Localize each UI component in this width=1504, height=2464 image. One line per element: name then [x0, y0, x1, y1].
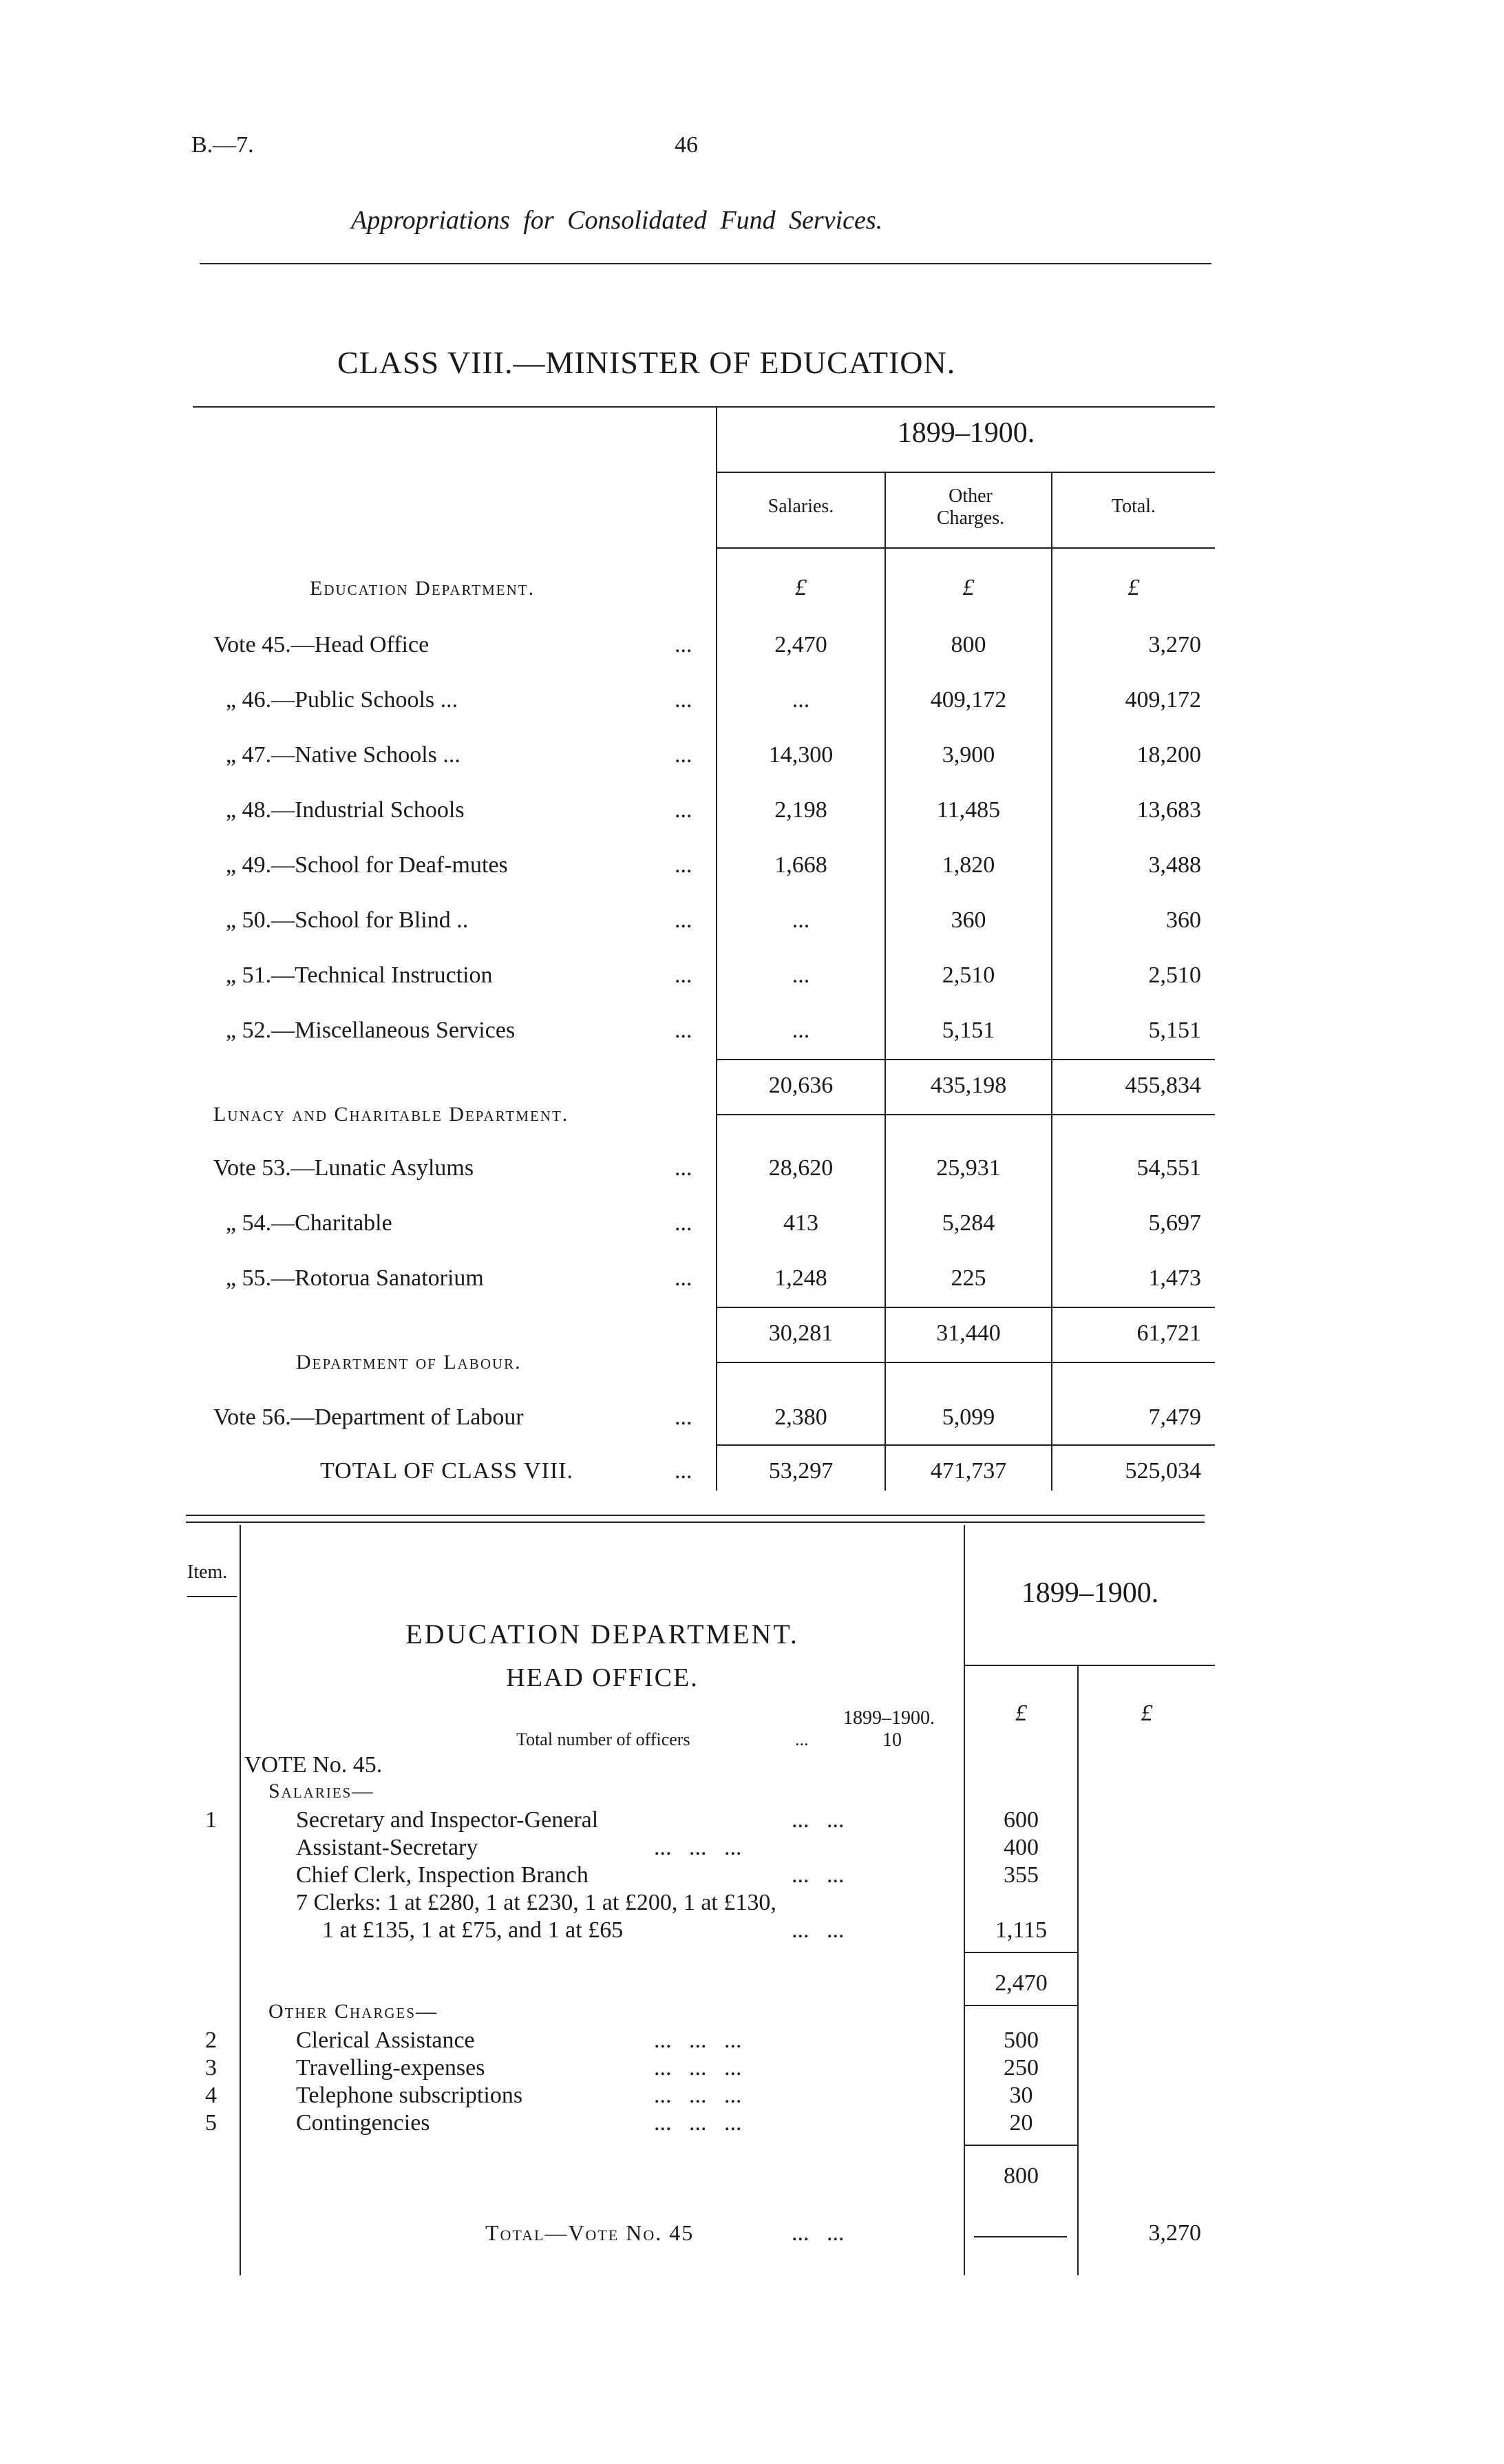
summary-row-dots: ...	[675, 1404, 692, 1430]
summary-row-dots: ...	[675, 1210, 692, 1236]
class-title: CLASS VIII.—MINISTER OF EDUCATION.	[337, 345, 956, 380]
col-salaries: Salaries.	[767, 496, 834, 517]
subtotal-salaries: 20,636	[768, 1073, 834, 1098]
item-amount: 1,115	[995, 1917, 1048, 1943]
summary-row-dots: ...	[675, 632, 692, 657]
item-dots: ... ...	[792, 1917, 845, 1943]
officers-label: Total number of officers	[516, 1729, 690, 1749]
item-amount: 600	[1004, 1807, 1039, 1833]
vote-total-label: Total—Vote No. 45	[485, 2220, 695, 2245]
subtotal-total: 61,721	[1136, 1320, 1201, 1346]
item-label: Assistant-Secretary	[296, 1835, 478, 1860]
summary-top-rule	[193, 406, 1215, 408]
summary-row-other: 3,900	[942, 742, 995, 768]
document-reference: B.—7.	[191, 132, 254, 158]
grand-total-rule	[717, 1444, 1215, 1446]
year-rule	[717, 472, 1215, 473]
summary-row-label: „ 48.—Industrial Schools	[226, 797, 465, 823]
item-dots: ... ... ...	[654, 2083, 742, 2108]
summary-row-total: 409,172	[1125, 687, 1201, 713]
item-amount: 500	[1004, 2028, 1039, 2053]
summary-row-salaries: 28,620	[768, 1155, 834, 1181]
summary-row-other: 5,099	[942, 1404, 995, 1430]
item-amount: 355	[1004, 1862, 1039, 1888]
separator-rule	[186, 1515, 1205, 1516]
item-amount: 30	[1009, 2083, 1033, 2108]
summary-row-other: 800	[951, 632, 986, 657]
summary-row-label: „ 46.—Public Schools ...	[226, 687, 458, 713]
summary-row-salaries: 2,380	[774, 1404, 827, 1430]
currency-salaries: £	[795, 575, 807, 600]
summary-row-salaries: 413	[783, 1210, 818, 1236]
summary-row-other: 5,284	[942, 1210, 995, 1236]
vote-total-rule	[974, 2236, 1067, 2237]
section-heading-education: Education Department.	[310, 577, 536, 600]
summary-row-salaries: ...	[792, 907, 810, 933]
summary-row-salaries: ...	[792, 962, 810, 988]
header-rule	[200, 263, 1211, 264]
summary-row-dots: ...	[675, 1265, 692, 1291]
summary-row-other: 11,485	[936, 797, 1001, 823]
summary-row-total: 1,473	[1148, 1265, 1201, 1291]
other-subtotal: 800	[1004, 2163, 1039, 2189]
summary-row-other: 2,510	[942, 962, 995, 988]
summary-row-other: 409,172	[930, 687, 1007, 713]
page-number: 46	[675, 132, 698, 158]
summary-row-label: „ 50.—School for Blind ..	[226, 907, 469, 933]
summary-row-total: 360	[1166, 907, 1201, 933]
item-number: 3	[205, 2055, 217, 2081]
subtotal-salaries: 30,281	[768, 1320, 834, 1346]
item-label: Clerical Assistance	[296, 2028, 475, 2053]
officers-count: 10	[882, 1729, 902, 1751]
salaries-heading: Salaries—	[268, 1780, 374, 1802]
summary-row-total: 18,200	[1136, 742, 1201, 768]
item-dots: ... ... ...	[654, 2028, 742, 2053]
grand-total-label: TOTAL OF CLASS VIII.	[320, 1458, 574, 1484]
summary-row-salaries: ...	[792, 1018, 810, 1043]
vote-total-amount: 3,270	[1148, 2220, 1201, 2246]
summary-row-dots: ...	[675, 907, 692, 933]
grand-total-salaries: 53,297	[768, 1458, 834, 1484]
item-label: Travelling-expenses	[296, 2055, 485, 2081]
vote-number: VOTE No. 45.	[244, 1752, 383, 1778]
item-dots: ... ... ...	[654, 2055, 742, 2081]
other-charges-heading: Other Charges—	[268, 2000, 438, 2023]
item-label: 7 Clerks: 1 at £280, 1 at £230, 1 at £200, 1 at £130,	[296, 1890, 776, 1915]
summary-row-total: 2,510	[1148, 962, 1201, 988]
summary-row-other: 360	[951, 907, 986, 933]
summary-row-other: 25,931	[936, 1155, 1001, 1181]
summary-row-dots: ...	[675, 962, 692, 988]
summary-row-total: 3,488	[1148, 852, 1201, 878]
currency-other: £	[962, 575, 975, 600]
summary-row-other: 5,151	[942, 1018, 995, 1043]
salaries-subtotal: 2,470	[995, 1970, 1048, 1996]
summary-row-salaries: 14,300	[768, 742, 834, 768]
section-heading-lunacy: Lunacy and Charitable Department.	[213, 1103, 569, 1126]
summary-row-total: 5,151	[1148, 1018, 1201, 1043]
running-title: Appropriations for Consolidated Fund Services.	[351, 206, 883, 235]
col-other-charges: Other Charges.	[936, 485, 1005, 529]
item-dots: ... ... ...	[654, 1835, 742, 1860]
detail-currency-1: £	[1015, 1700, 1027, 1726]
subtotal-rule	[717, 1059, 1215, 1060]
summary-row-dots: ...	[675, 1018, 692, 1043]
other-subtotal-rule	[965, 2145, 1077, 2146]
item-label: Contingencies	[296, 2110, 430, 2136]
detail-year: 1899–1900.	[1021, 1577, 1159, 1609]
item-header-rule	[187, 1596, 237, 1597]
summary-row-other: 225	[951, 1265, 986, 1291]
grand-total-dots: ...	[675, 1458, 692, 1484]
summary-row-dots: ...	[675, 742, 692, 768]
detail-currency-2: £	[1141, 1700, 1153, 1726]
item-number: 2	[205, 2028, 217, 2053]
summary-row-dots: ...	[675, 797, 692, 823]
summary-row-label: Vote 56.—Department of Labour	[213, 1404, 524, 1430]
item-amount: 20	[1009, 2110, 1033, 2136]
summary-row-total: 3,270	[1148, 632, 1201, 657]
summary-row-label: Vote 45.—Head Office	[213, 632, 430, 657]
summary-row-dots: ...	[675, 852, 692, 878]
subtotal-other: 435,198	[930, 1073, 1007, 1098]
item-header: Item.	[187, 1561, 228, 1583]
detail-office: HEAD OFFICE.	[506, 1663, 699, 1692]
summary-row-label: Vote 53.—Lunatic Asylums	[213, 1155, 474, 1181]
item-label: 1 at £135, 1 at £75, and 1 at £65	[322, 1917, 624, 1943]
currency-total: £	[1127, 575, 1140, 600]
summary-row-dots: ...	[675, 1155, 692, 1181]
summary-row-salaries: 2,198	[774, 797, 827, 823]
summary-row-label: „ 52.—Miscellaneous Services	[226, 1018, 516, 1043]
item-number: 5	[205, 2110, 217, 2136]
item-amount: 400	[1004, 1835, 1039, 1860]
subtotal-under-rule	[717, 1114, 1215, 1115]
subtotal-other: 31,440	[936, 1320, 1001, 1346]
item-amount: 250	[1004, 2055, 1039, 2081]
grand-total-other: 471,737	[930, 1458, 1007, 1484]
section-heading-labour: Department of Labour.	[296, 1351, 522, 1373]
officers-year: 1899–1900.	[843, 1707, 935, 1729]
item-label: Secretary and Inspector-General	[296, 1807, 599, 1833]
summary-row-salaries: 1,248	[774, 1265, 827, 1291]
summary-row-salaries: ...	[792, 687, 810, 713]
salaries-subtotal-under-rule	[965, 2005, 1077, 2006]
summary-row-label: „ 47.—Native Schools ...	[226, 742, 460, 768]
subtotal-under-rule	[717, 1362, 1215, 1363]
subtotal-rule	[717, 1307, 1215, 1308]
summary-row-total: 7,479	[1148, 1404, 1201, 1430]
subtotal-total: 455,834	[1125, 1073, 1201, 1098]
column-header-rule	[717, 547, 1215, 549]
summary-row-dots: ...	[675, 687, 692, 713]
summary-row-salaries: 1,668	[774, 852, 827, 878]
separator-rule	[186, 1521, 1205, 1523]
inner-amount-rule	[1077, 1666, 1079, 2275]
summary-row-salaries: 2,470	[774, 632, 827, 657]
item-number: 4	[205, 2083, 217, 2108]
detail-year-rule	[965, 1665, 1215, 1666]
summary-row-label: „ 54.—Charitable	[226, 1210, 392, 1236]
summary-row-total: 5,697	[1148, 1210, 1201, 1236]
summary-row-total: 13,683	[1136, 797, 1201, 823]
detail-department: EDUCATION DEPARTMENT.	[405, 1619, 799, 1650]
item-number: 1	[205, 1807, 217, 1833]
salaries-subtotal-rule	[965, 1952, 1077, 1953]
item-dots: ... ...	[792, 1807, 845, 1833]
summary-row-label: „ 55.—Rotorua Sanatorium	[226, 1265, 484, 1291]
summary-row-other: 1,820	[942, 852, 995, 878]
col-total: Total.	[1111, 496, 1156, 517]
summary-row-label: „ 51.—Technical Instruction	[226, 962, 493, 988]
summary-row-label: „ 49.—School for Deaf-mutes	[226, 852, 508, 878]
vote-total-dots: ... ...	[792, 2220, 845, 2246]
item-label: Telephone subscriptions	[296, 2083, 523, 2108]
summary-year: 1899–1900.	[897, 417, 1035, 449]
item-label: Chief Clerk, Inspection Branch	[296, 1862, 589, 1888]
item-dots: ... ...	[792, 1862, 845, 1888]
summary-row-total: 54,551	[1136, 1155, 1201, 1181]
grand-total-total: 525,034	[1125, 1458, 1201, 1484]
officers-dots: ...	[795, 1729, 809, 1749]
item-dots: ... ... ...	[654, 2110, 742, 2136]
